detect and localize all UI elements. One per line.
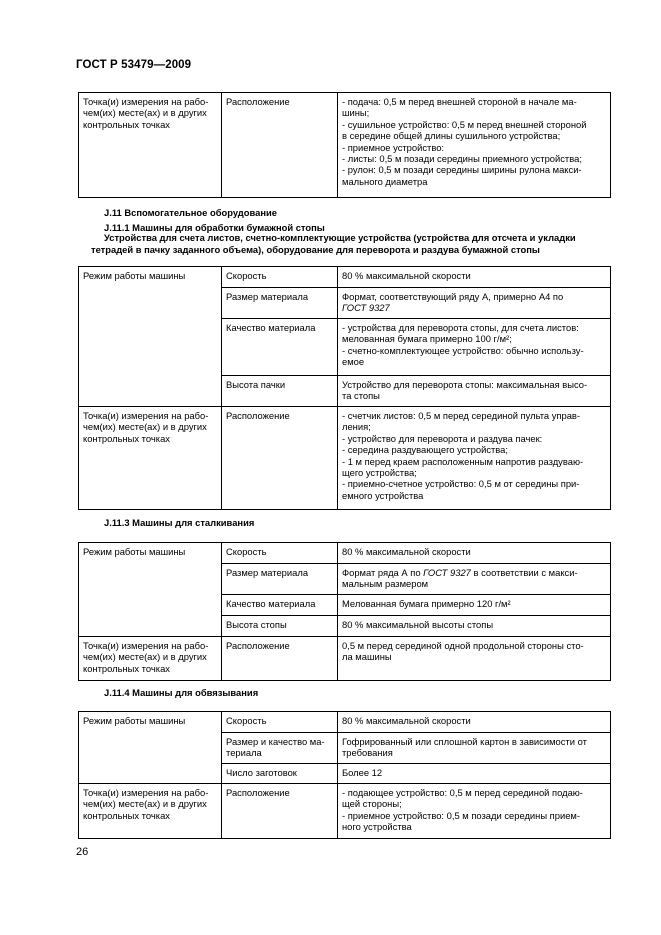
- cell-location-label: [222, 93, 338, 198]
- cell-param: [222, 564, 338, 595]
- table-row: [79, 93, 611, 198]
- cell-text-line: щего устройства;: [342, 467, 417, 479]
- cell-point-label: [79, 637, 222, 681]
- cell-value: [338, 564, 611, 595]
- cell-value: [338, 733, 611, 764]
- cell-value: [338, 543, 611, 564]
- cell-mode-label: [79, 543, 222, 637]
- cell-text-line: мального диаметра: [342, 175, 428, 187]
- table-paper-stack-machines: [78, 266, 611, 510]
- cell-text-line: 0,5 м перед серединой одной продольной стороны сто-: [342, 640, 584, 651]
- cell-text-line: Режим работы машины: [83, 546, 186, 557]
- cell-text-line: - листы: 0,5 м позади середины приемного устройства;: [342, 153, 582, 165]
- section-heading-j114: J.11.4 Машины для обвязывания: [104, 687, 259, 698]
- cell-text-line: Расположение: [226, 640, 290, 651]
- cell-text-line: Устройство для переворота стопы: максимальная высо-: [342, 379, 588, 390]
- cell-text-line: контрольных точках: [83, 809, 170, 821]
- cell-text-line: - устройства для переворота стопы, для счета листов:: [342, 322, 579, 333]
- cell-text-line: Расположение: [226, 96, 290, 107]
- cell-point-label: [79, 93, 222, 198]
- cell-text-line: Точка(и) измерения на рабо-: [83, 96, 209, 107]
- document-header: ГОСТ Р 53479—2009: [76, 59, 192, 71]
- cell-text-line: - подача: 0,5 м перед внешней стороной в начале ма-: [342, 96, 577, 107]
- cell-location-label: [222, 784, 338, 839]
- table-row: [79, 543, 611, 564]
- cell-text-line: - сушильное устройство: 0,5 м перед внешней стороной: [342, 118, 587, 130]
- cell-location-value: [338, 407, 611, 510]
- cell-location-value: [338, 784, 611, 839]
- cell-text-line: - рулон: 0,5 м позади середины ширины рулона макси-: [342, 164, 582, 176]
- cell-mode-label: [79, 267, 222, 407]
- cell-text-line: - счетчик листов: 0,5 м перед серединой пульта управ-: [342, 410, 581, 421]
- cell-text-line: - подающее устройство: 0,5 м перед серединой подаю-: [342, 787, 583, 798]
- cell-param: [222, 288, 338, 319]
- cell-text-line: Режим работы машины: [83, 270, 186, 281]
- cell-text-line: Качество материала: [226, 598, 316, 609]
- cell-text-line: емое: [342, 356, 365, 368]
- cell-value: [338, 616, 611, 637]
- cell-text-line: 80 % максимальной высоты стопы: [342, 619, 494, 630]
- cell-point-label: [79, 407, 222, 510]
- table-jogging-machines: [78, 542, 611, 681]
- cell-text-line: - середина раздувающего устройства;: [342, 444, 509, 456]
- cell-param: [222, 764, 338, 784]
- cell-text-line: ГОСТ 9327: [342, 302, 390, 314]
- cell-text-line: 80 % максимальной скорости: [342, 270, 471, 281]
- cell-text-line: требования: [342, 747, 393, 759]
- cell-text-line: Качество материала: [226, 322, 316, 333]
- cell-text-line: емного устройства: [342, 489, 424, 501]
- cell-text-line: Высота стопы: [226, 619, 287, 630]
- cell-text-line: мальным размером: [342, 578, 429, 590]
- cell-text-line: Формат, соответствующий ряду А, примерно А4 по: [342, 291, 564, 302]
- cell-text-line: чем(их) месте(ах) и в других: [83, 107, 207, 119]
- cell-text-line: Гофрированный или сплошной картон в зависимости от: [342, 736, 587, 747]
- cell-text-line: чем(их) месте(ах) и в других: [83, 421, 207, 433]
- cell-point-label: [79, 784, 222, 839]
- page-number: 26: [76, 846, 89, 858]
- table-row: [79, 267, 611, 288]
- cell-location-value: [338, 93, 611, 198]
- cell-mode-label: [79, 712, 222, 784]
- cell-text-line: контрольных точках: [83, 432, 170, 444]
- table-row: [79, 784, 611, 839]
- cell-text-line: Режим работы машины: [83, 715, 186, 726]
- cell-param: [222, 543, 338, 564]
- table-row: [79, 407, 611, 510]
- cell-text-line: Высота пачки: [226, 379, 286, 390]
- cell-text-line: - 1 м перед краем расположенным напротив раздуваю-: [342, 455, 584, 467]
- cell-param: [222, 616, 338, 637]
- cell-text-line: - счетно-комплектующее устройство: обычно использу-: [342, 344, 584, 356]
- section-heading-j111: J.11.1 Машины для обработки бумажной стопы: [104, 222, 325, 233]
- cell-text-line: 80 % максимальной скорости: [342, 546, 471, 557]
- cell-param: [222, 267, 338, 288]
- section-paragraph-j111: Устройства для счета листов, счетно-комплектующие устройства (устройства для отсчета и укладки тетрадей в пачку заданного объема), оборудование для переворота и раздува бумажной стопы: [91, 232, 576, 255]
- table-measurement-points-1: [78, 92, 611, 198]
- cell-text-line: ления;: [342, 421, 371, 433]
- cell-text-line: териала: [226, 747, 262, 759]
- cell-text-line: в середине общей длины сушильного устройства;: [342, 130, 561, 142]
- cell-text-line: контрольных точках: [83, 662, 170, 674]
- cell-param: [222, 376, 338, 407]
- cell-text-line: Расположение: [226, 787, 290, 798]
- section-heading-j113: J.11.3 Машины для сталкивания: [104, 517, 255, 528]
- cell-text-line: шины;: [342, 107, 370, 119]
- cell-param: [222, 319, 338, 376]
- cell-value: [338, 267, 611, 288]
- cell-text-line: Число заготовок: [226, 767, 297, 778]
- cell-text-line: Мелованная бумага примерно 120 г/м²: [342, 598, 511, 609]
- cell-text-line: Размер материала: [226, 567, 309, 578]
- cell-text-line: - устройство для переворота и раздува пачек:: [342, 432, 543, 444]
- cell-text-line: чем(их) месте(ах) и в других: [83, 798, 207, 810]
- cell-text-line: контрольных точках: [83, 118, 170, 130]
- cell-value: [338, 764, 611, 784]
- cell-text-line: Расположение: [226, 410, 290, 421]
- cell-text-line: Точка(и) измерения на рабо-: [83, 787, 209, 798]
- cell-text-line: та стопы: [342, 390, 380, 402]
- cell-value: [338, 288, 611, 319]
- cell-text-line: Размер материала: [226, 291, 309, 302]
- cell-text-line: ного устройства: [342, 821, 412, 833]
- cell-text-line: Скорость: [226, 546, 267, 557]
- cell-value: [338, 595, 611, 616]
- cell-text-line: Формат ряда А по ГОСТ 9327 в соответствии с макси-: [342, 567, 578, 578]
- cell-text-line: щей стороны;: [342, 798, 402, 810]
- table-strapping-machines: [78, 711, 611, 839]
- cell-location-value: [338, 637, 611, 681]
- cell-text-line: ла машины: [342, 651, 392, 663]
- table-row: [79, 712, 611, 733]
- cell-text-line: Размер и качество ма-: [226, 736, 325, 747]
- cell-location-label: [222, 407, 338, 510]
- cell-text-line: Скорость: [226, 270, 267, 281]
- cell-text-line: - приемное устройство: 0,5 м позади середины прием-: [342, 809, 580, 821]
- cell-text-line: чем(их) месте(ах) и в других: [83, 651, 207, 663]
- cell-text-line: мелованная бумага примерно 100 г/м²;: [342, 333, 512, 345]
- cell-param: [222, 733, 338, 764]
- cell-param: [222, 712, 338, 733]
- cell-value: [338, 376, 611, 407]
- cell-text-line: Точка(и) измерения на рабо-: [83, 640, 209, 651]
- cell-text-line: Точка(и) измерения на рабо-: [83, 410, 209, 421]
- cell-value: [338, 319, 611, 376]
- cell-location-label: [222, 637, 338, 681]
- cell-param: [222, 595, 338, 616]
- cell-text-line: Скорость: [226, 715, 267, 726]
- cell-value: [338, 712, 611, 733]
- table-row: [79, 637, 611, 681]
- cell-text-line: 80 % максимальной скорости: [342, 715, 471, 726]
- cell-text-line: Более 12: [342, 767, 383, 778]
- cell-text-line: - приемно-счетное устройство: 0,5 м от середины при-: [342, 478, 580, 490]
- section-heading-j11: J.11 Вспомогательное оборудование: [104, 207, 277, 218]
- cell-text-line: - приемное устройство:: [342, 141, 445, 153]
